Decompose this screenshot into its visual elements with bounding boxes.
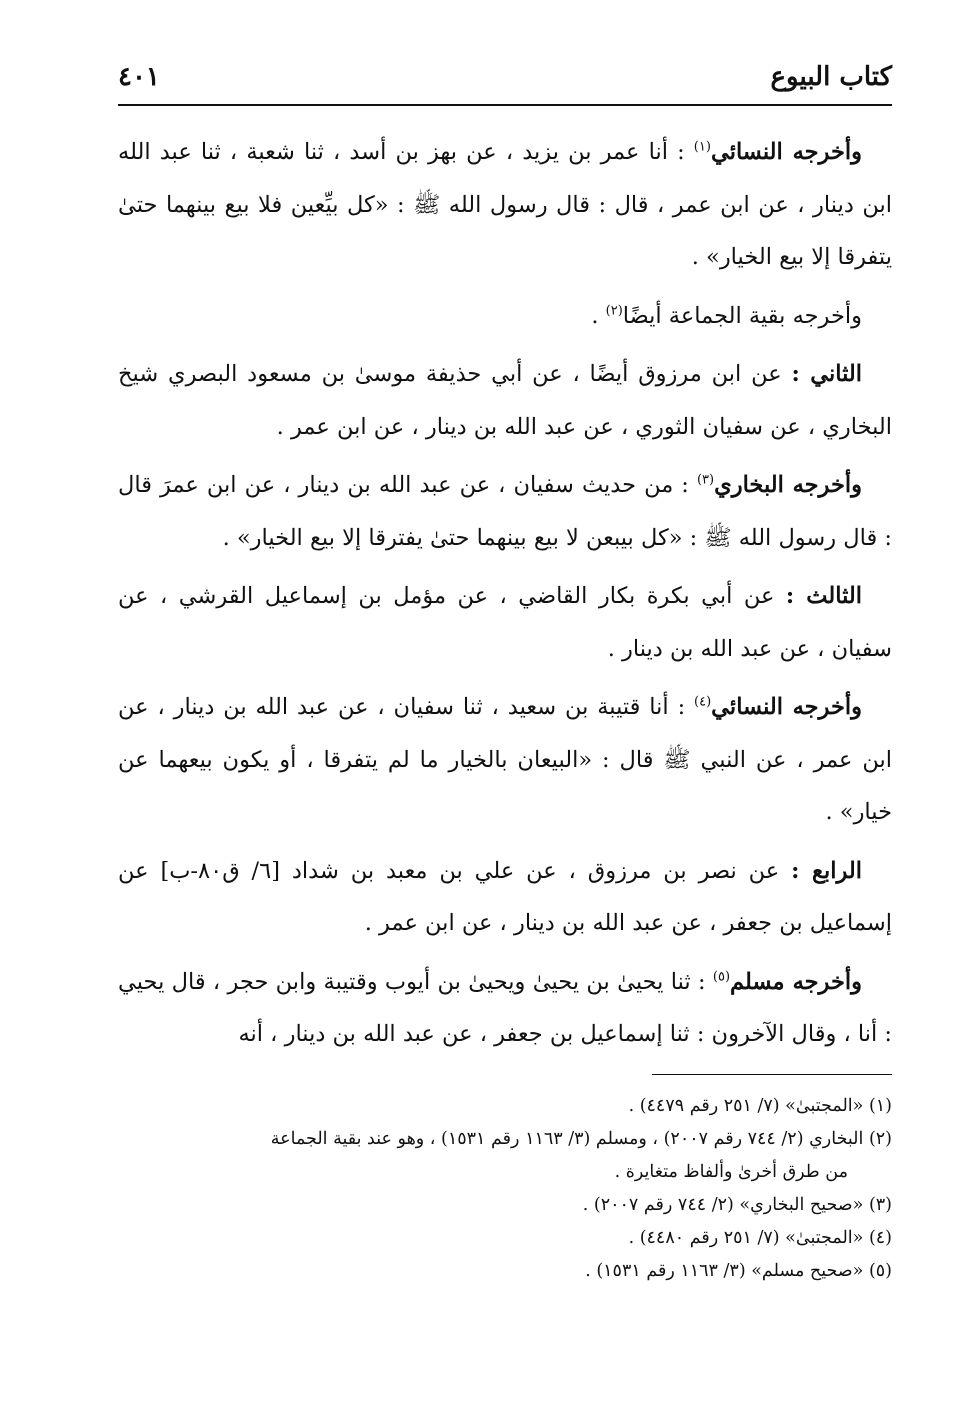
footnote-number: (٥): [868, 1261, 892, 1281]
paragraph-lead: الرابع :: [791, 857, 862, 884]
paragraph-lead: وأخرجه البخاري: [714, 472, 862, 498]
main-text: [118, 126, 892, 1067]
paragraph-text: .: [591, 302, 606, 329]
paragraph-lead: وأخرجه مسلم: [730, 968, 862, 995]
footnote-number: (٣): [868, 1195, 892, 1215]
paragraph-lead: الثالث :: [785, 583, 862, 609]
footnote-continuation: [118, 1156, 892, 1189]
chapter-title: كتاب البيوع: [770, 62, 892, 92]
paragraph-lead: وأخرجه النسائي: [711, 694, 862, 720]
footnote-ref[interactable]: (٥): [712, 969, 731, 984]
paragraph: [118, 570, 892, 675]
footnote-ref[interactable]: (٢): [605, 303, 623, 318]
paragraph: [118, 290, 892, 343]
footnote: [118, 1222, 892, 1255]
paragraph: [118, 681, 892, 839]
paragraph-text: : من حديث سفيان ، عن عبد الله بن دينار ، عن ابن عمرَ قال : قال رسول الله ﷺ : «كل بيبعن لا بيع بينهما حتىٰ يفترقا إلا بيع الخيار» .: [118, 472, 892, 551]
paragraph: [118, 956, 892, 1061]
paragraph-text: عن أبي بكرة بكار القاضي ، عن مؤمل بن إسماعيل القرشي ، عن سفيان ، عن عبد الله بن دينار .: [118, 583, 892, 662]
paragraph-text: عن نصر بن مرزوق ، عن علي بن معبد بن شداد [٦/ ق٨٠-ب] عن إسماعيل بن جعفر ، عن عبد الله بن دينار ، عن ابن عمر .: [118, 857, 892, 936]
footnote-text: «المجتبىٰ» (٧/ ٢٥١ رقم ٤٤٧٩) .: [628, 1096, 864, 1116]
footnote-text: من طرق أخرىٰ وألفاظ متغايرة .: [614, 1162, 848, 1182]
paragraph-text: : أنا قتيبة بن سعيد ، ثنا سفيان ، عن عبد الله بن دينار ، عن ابن عمر ، عن النبي ﷺ قال : «البيعان بالخيار ما لم يتفرقا ، أو يكون بيعهما عن خيار» .: [118, 694, 892, 825]
paragraph-text: : ثنا يحيىٰ بن يحيىٰ ويحيىٰ بن أيوب وقتيبة وابن حجر ، قال يحيي : أنا ، وقال الآخرون : ثنا إسماعيل بن جعفر ، عن عبد الله بن دينار ، أنه: [118, 968, 892, 1047]
footnote-divider: [652, 1074, 892, 1075]
paragraph: [118, 126, 892, 284]
footnote-number: (٤): [868, 1228, 892, 1248]
footnote-ref[interactable]: (٣): [696, 472, 715, 488]
footnote-text: «صحيح البخاري» (٢/ ٧٤٤ رقم ٢٠٠٧) .: [582, 1195, 864, 1215]
footnote-text: «صحيح مسلم» (٣/ ١١٦٣ رقم ١٥٣١) .: [585, 1261, 864, 1281]
paragraph-lead: وأخرجه النسائي: [710, 139, 862, 165]
footnote-number: (١): [868, 1096, 892, 1116]
page-number: ٤٠١: [118, 62, 160, 92]
footnotes: [118, 1090, 892, 1288]
paragraph-text: وأخرجه بقية الجماعة أيضًا: [622, 302, 862, 329]
footnote: [118, 1090, 892, 1123]
paragraph-text: : أنا عمر بن يزيد ، عن بهز بن أسد ، ثنا شعبة ، ثنا عبد الله ابن دينار ، عن ابن عمر ، قال : قال رسول الله ﷺ : «كل بيِّعين فلا بيع بينهما حتىٰ يتفرقا إلا بيع الخيار» .: [118, 139, 892, 270]
footnote-text: «المجتبىٰ» (٧/ ٢٥١ رقم ٤٤٨٠) .: [628, 1228, 864, 1248]
paragraph-lead: الثاني :: [791, 361, 862, 387]
paragraph: [118, 348, 892, 453]
paragraph-text: عن ابن مرزوق أيضًا ، عن أبي حذيفة موسىٰ بن مسعود البصري شيخ البخاري ، عن سفيان الثوري ، عن عبد الله بن دينار ، عن ابن عمر .: [118, 361, 892, 440]
footnote: [118, 1189, 892, 1222]
paragraph: [118, 459, 892, 564]
footnote-number: (٢): [868, 1129, 892, 1149]
footnote: [118, 1123, 892, 1156]
paragraph: [118, 845, 892, 950]
footnote-ref[interactable]: (١): [693, 139, 711, 155]
running-header: [118, 58, 892, 106]
footnote: [118, 1255, 892, 1288]
footnote-text: البخاري (٢/ ٧٤٤ رقم ٢٠٠٧) ، ومسلم (٣/ ١١٦٣ رقم ١٥٣١) ، وهو عند بقية الجماعة: [270, 1129, 864, 1149]
footnote-ref[interactable]: (٤): [694, 694, 712, 710]
